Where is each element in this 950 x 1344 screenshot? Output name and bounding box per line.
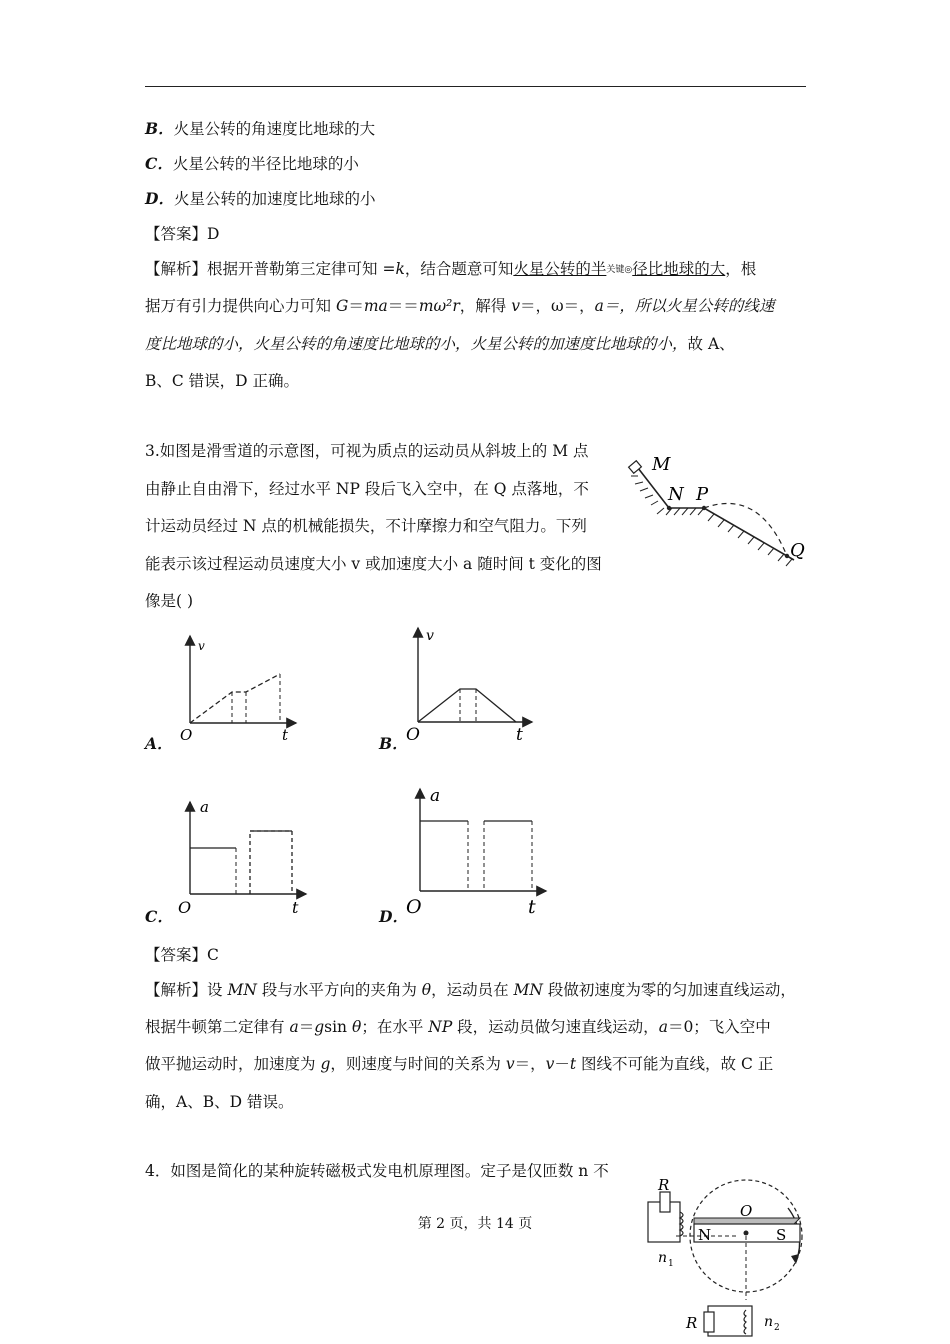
option-d: D．火星公转的加速度比地球的小: [145, 189, 376, 208]
svg-text:n: n: [764, 1314, 774, 1330]
option-b: B．火星公转的角速度比地球的大: [145, 119, 376, 138]
q2-analysis-line-4: B、C 错误，D 正确。: [145, 372, 300, 390]
graph-b: [400, 622, 540, 746]
svg-text:a: a: [430, 786, 441, 806]
q3-answer: 【答案】C: [145, 946, 219, 964]
q2-analysis-line-3: 度比地球的小，火星公转的角速度比地球的小，火星公转的加速度比地球的小，故 A、: [145, 335, 735, 353]
generator-figure: [636, 1170, 816, 1344]
svg-text:t: t: [516, 725, 523, 745]
svg-text:n: n: [658, 1250, 668, 1266]
q3-stem-line-5: 像是( ): [145, 592, 194, 610]
svg-text:2: 2: [774, 1323, 780, 1333]
q3-analysis-line-4: 确，A、B、D 错误。: [145, 1093, 294, 1111]
graph-c: [172, 796, 312, 920]
svg-text:t: t: [292, 898, 299, 917]
svg-text:O: O: [178, 898, 192, 917]
q4-stem-line-1: 4．如图是简化的某种旋转磁极式发电机原理图。定子是仅匝数 n 不: [145, 1162, 609, 1180]
option-a-letter: A．: [145, 734, 173, 753]
svg-text:t: t: [528, 896, 536, 918]
q3-analysis-line-3: 做平抛运动时，加速度为 g，则速度与时间的关系为 v＝，v－t 图线不可能为直线，故 C 正: [145, 1055, 774, 1073]
svg-text:S: S: [776, 1226, 787, 1244]
option-d-letter-graph: D．: [379, 907, 408, 926]
option-c: C．火星公转的半径比地球的小: [145, 154, 359, 173]
option-b-letter-graph: B．: [379, 734, 408, 753]
q2-answer: 【答案】D: [145, 225, 220, 243]
keyword-watermark: 关键◎: [606, 265, 633, 275]
label-p: P: [696, 484, 709, 505]
svg-text:a: a: [200, 798, 209, 816]
svg-text:R: R: [658, 1176, 670, 1194]
q3-stem-line-1: 3.如图是滑雪道的示意图，可视为质点的运动员从斜坡上的 M 点: [145, 442, 589, 460]
page-footer: 第 2 页，共 14 页: [417, 1216, 533, 1232]
graph-a: [172, 628, 302, 746]
q3-stem-line-3: 计运动员经过 N 点的机械能损失，不计摩擦力和空气阻力。下列: [145, 517, 587, 535]
svg-text:t: t: [282, 726, 289, 744]
svg-text:1: 1: [668, 1259, 674, 1269]
q3-analysis-line-1: 【解析】设 MN 段与水平方向的夹角为 θ，运动员在 MN 段做初速度为零的匀加速直线运动，: [145, 981, 796, 999]
ski-slope-figure: [624, 448, 810, 578]
label-n: N: [668, 484, 684, 505]
svg-text:R: R: [686, 1314, 698, 1332]
q2-analysis-line-1: 【解析】根据开普勒第三定律可知 =k，结合题意可知火星公转的半关键◎径比地球的大，根: [145, 260, 757, 278]
svg-text:O: O: [406, 725, 420, 745]
option-c-letter-graph: C．: [145, 907, 173, 926]
label-q: Q: [790, 540, 805, 561]
svg-text:O: O: [740, 1202, 753, 1220]
q2-analysis-line-2: 据万有引力提供向心力可知 G＝ma＝＝mω²r，解得 v＝，ω＝，a＝，所以火星公转的线速: [145, 297, 775, 315]
svg-text:O: O: [406, 896, 422, 918]
svg-text:v: v: [198, 639, 205, 653]
svg-text:N: N: [698, 1226, 712, 1244]
svg-text:O: O: [180, 726, 193, 744]
header-rule: [145, 86, 806, 87]
q3-stem-line-4: 能表示该过程运动员速度大小 v 或加速度大小 a 随时间 t 变化的图: [145, 555, 602, 573]
svg-text:v: v: [426, 628, 434, 644]
q3-analysis-line-2: 根据牛顿第二定律有 a＝gsin θ；在水平 NP 段，运动员做匀速直线运动，a＝0；飞入空中: [145, 1018, 771, 1036]
label-m: M: [652, 454, 671, 475]
graph-d: [402, 783, 552, 919]
q3-stem-line-2: 由静止自由滑下，经过水平 NP 段后飞入空中，在 Q 点落地，不: [145, 480, 589, 498]
